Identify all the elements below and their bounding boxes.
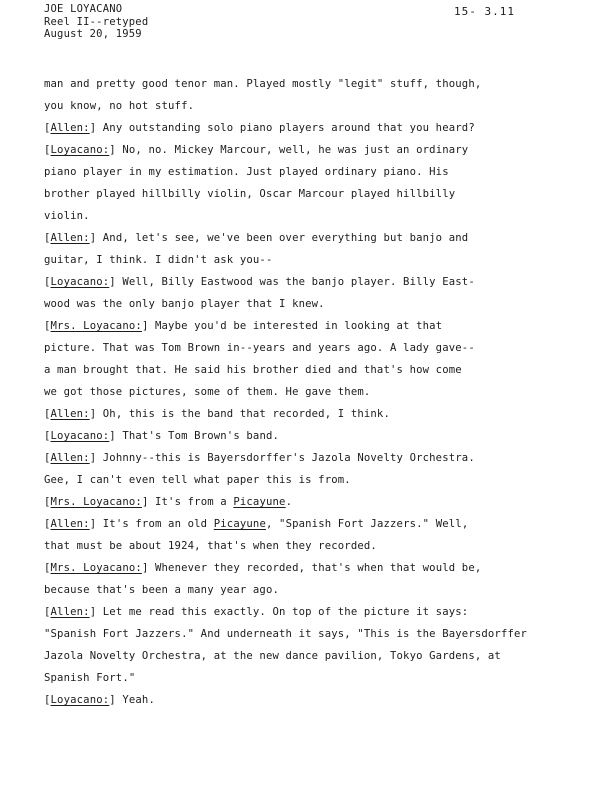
speaker-label: Allen: (50, 232, 90, 244)
transcript-line (44, 469, 564, 491)
line-text: you know, no hot stuff. (44, 100, 195, 112)
line-text: a man brought that. He said his brother died and that's how come (44, 364, 462, 376)
transcript-line (44, 227, 564, 249)
line-text: [ (44, 430, 51, 442)
transcript-body (44, 73, 564, 711)
transcript-line (44, 579, 564, 601)
transcript-line (44, 249, 564, 271)
speaker-label: Allen: (50, 452, 90, 464)
line-text: , "Spanish Fort Jazzers." Well, (265, 518, 469, 530)
line-text: [ (44, 452, 51, 464)
transcript-line (44, 117, 564, 139)
line-text: "Spanish Fort Jazzers." And underneath it says, "This is the Bayersdorffer (44, 628, 528, 640)
line-text: [ (44, 518, 51, 530)
page-header (44, 3, 148, 41)
transcript-line (44, 403, 564, 425)
transcript-line (44, 183, 564, 205)
line-text: [ (44, 562, 51, 574)
transcript-line (44, 425, 564, 447)
line-text: [ (44, 232, 51, 244)
line-text: ] And, let's see, we've been over everything but banjo and (89, 232, 469, 244)
transcript-line (44, 271, 564, 293)
line-text: ] Maybe you'd be interested in looking at that (141, 320, 443, 332)
speaker-label: Allen: (50, 518, 90, 530)
line-text: ] No, no. Mickey Marcour, well, he was just an ordinary (109, 144, 469, 156)
transcript-line (44, 557, 564, 579)
transcript-line (44, 139, 564, 161)
transcript-line (44, 293, 564, 315)
speaker-label: Allen: (50, 122, 90, 134)
line-text: [ (44, 496, 51, 508)
line-text: ] It's from an old (89, 518, 214, 530)
line-text: man and pretty good tenor man. Played mostly "legit" stuff, though, (44, 78, 482, 90)
interviewee-name: JOE LOYACANO (44, 3, 123, 15)
transcript-line (44, 645, 564, 667)
interview-date: August 20, 1959 (44, 28, 142, 40)
speaker-label: Mrs. Loyacano: (50, 320, 142, 332)
line-text: ] Yeah. (109, 694, 155, 706)
transcript-line (44, 447, 564, 469)
line-text: [ (44, 408, 51, 420)
speaker-label: Loyacano: (50, 276, 110, 288)
line-text: . (285, 496, 293, 508)
transcript-line (44, 381, 564, 403)
line-text: [ (44, 320, 51, 332)
line-text: that must be about 1924, that's when they recorded. (44, 540, 377, 552)
speaker-label: Allen: (50, 408, 90, 420)
transcript-line (44, 337, 564, 359)
page-number: 15- 3.11 (454, 5, 515, 18)
line-text: ] Well, Billy Eastwood was the banjo player. Billy East- (109, 276, 475, 288)
line-text: we got those pictures, some of them. He gave them. (44, 386, 371, 398)
line-text: Gee, I can't even tell what paper this is from. (44, 474, 351, 486)
speaker-label: Loyacano: (50, 694, 110, 706)
transcript-line (44, 359, 564, 381)
line-text: [ (44, 276, 51, 288)
line-text: Jazola Novelty Orchestra, at the new dance pavilion, Tokyo Gardens, at (44, 650, 501, 662)
speaker-label: Allen: (50, 606, 90, 618)
transcript-line (44, 205, 564, 227)
line-text: [ (44, 694, 51, 706)
transcript-line (44, 491, 564, 513)
line-text: ] Oh, this is the band that recorded, I think. (89, 408, 390, 420)
line-text: [ (44, 144, 51, 156)
line-text: picture. That was Tom Brown in--years and years ago. A lady gave-- (44, 342, 475, 354)
transcript-line (44, 689, 564, 711)
transcript-line (44, 601, 564, 623)
transcript-line (44, 73, 564, 95)
transcript-line (44, 95, 564, 117)
speaker-label: Mrs. Loyacano: (50, 496, 142, 508)
line-text: ] Let me read this exactly. On top of the picture it says: (89, 606, 469, 618)
speaker-label: Loyacano: (50, 430, 110, 442)
line-text: guitar, I think. I didn't ask you-- (44, 254, 273, 266)
line-text: because that's been a many year ago. (44, 584, 280, 596)
line-text: ] Any outstanding solo piano players around that you heard? (89, 122, 475, 134)
transcript-line (44, 161, 564, 183)
publication-title: Picayune (233, 496, 286, 508)
line-text: [ (44, 122, 51, 134)
speaker-label: Mrs. Loyacano: (50, 562, 142, 574)
transcript-line (44, 667, 564, 689)
line-text: ] Johnny--this is Bayersdorffer's Jazola Novelty Orchestra. (89, 452, 475, 464)
line-text: Spanish Fort." (44, 672, 136, 684)
publication-title: Picayune (213, 518, 266, 530)
line-text: ] Whenever they recorded, that's when that would be, (141, 562, 482, 574)
line-text: ] It's from a (141, 496, 234, 508)
transcript-line (44, 623, 564, 645)
line-text: piano player in my estimation. Just played ordinary piano. His (44, 166, 449, 178)
line-text: ] That's Tom Brown's band. (109, 430, 280, 442)
line-text: wood was the only banjo player that I knew. (44, 298, 325, 310)
transcript-line (44, 315, 564, 337)
transcript-line (44, 535, 564, 557)
line-text: brother played hillbilly violin, Oscar Marcour played hillbilly (44, 188, 456, 200)
line-text: violin. (44, 210, 90, 222)
transcript-line (44, 513, 564, 535)
line-text: [ (44, 606, 51, 618)
reel-label: Reel II--retyped (44, 15, 149, 28)
speaker-label: Loyacano: (50, 144, 110, 156)
